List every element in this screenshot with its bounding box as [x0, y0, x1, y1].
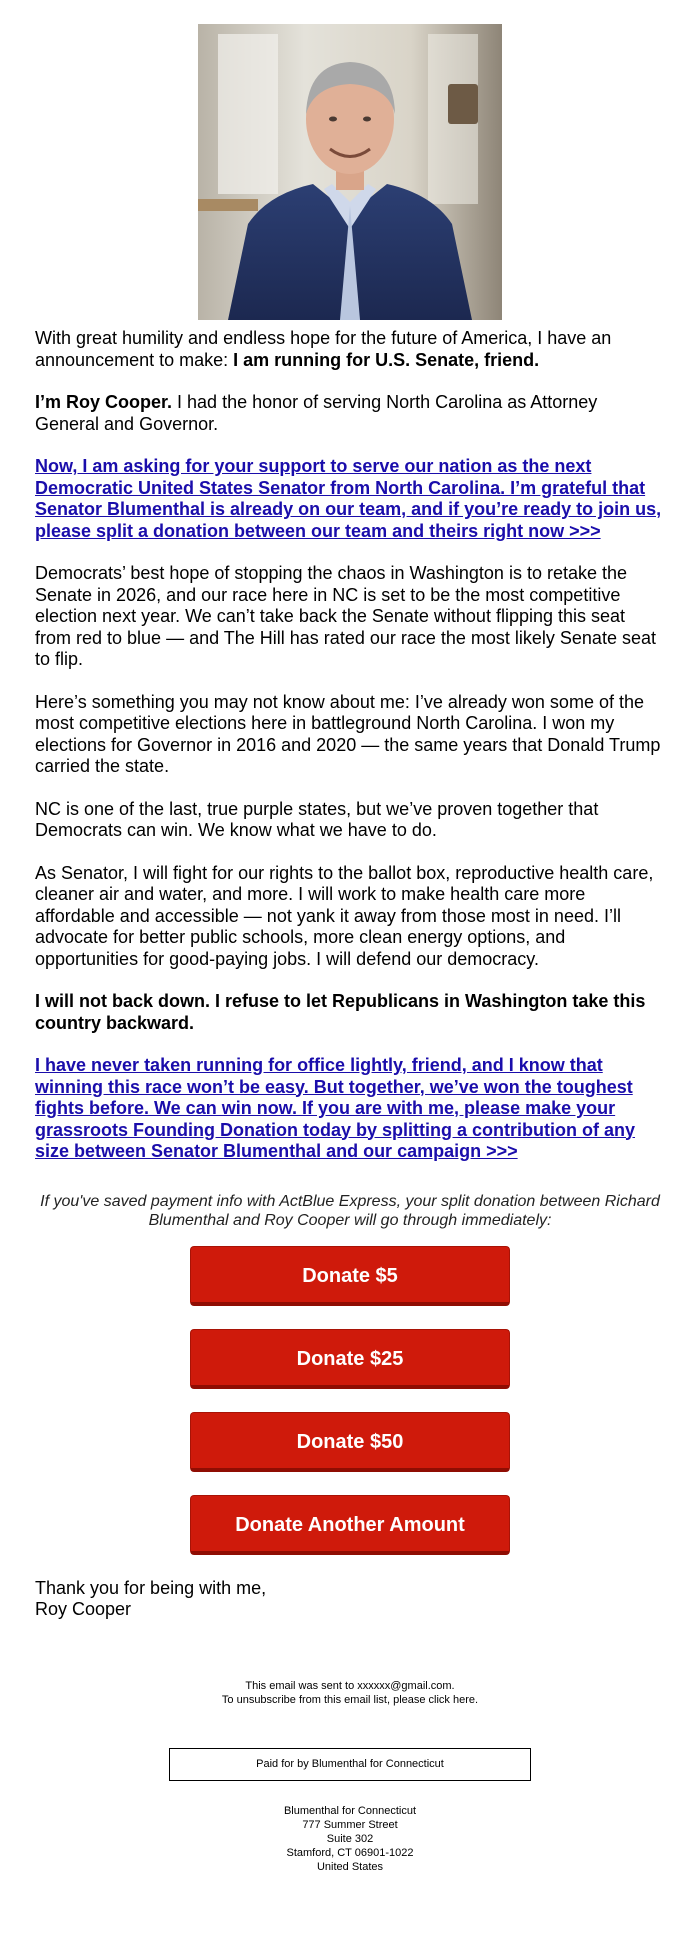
bio-text: I had the honor of serving North Carolina as Attorney General and Governor.: [35, 392, 598, 434]
donate-25-button[interactable]: Donate $25: [190, 1329, 510, 1389]
bio-paragraph: [35, 392, 665, 435]
donate-link-1[interactable]: Now, I am asking for your support to serve our nation as the next Democratic United States Senator from North Carolina. I’m grateful that Senator Blumenthal is already on our team, and if you’re ready to join us, please split a donation between our team and theirs right now >>>: [35, 456, 662, 541]
intro-text: With great humility and endless hope for the future of America, I have an announcement to make:: [35, 328, 612, 370]
back-down-paragraph: I will not back down. I refuse to let Republicans in Washington take this country backward.: [35, 991, 646, 1033]
signature: Roy Cooper: [35, 1599, 132, 1619]
address-suite: Suite 302: [326, 1832, 374, 1845]
address-org: Blumenthal for Connecticut: [283, 1804, 417, 1817]
address-street: 777 Summer Street: [302, 1818, 398, 1831]
donate-5-button[interactable]: Donate $5: [190, 1246, 510, 1306]
address-country: United States: [316, 1860, 384, 1873]
bio-name: I’m Roy Cooper.: [35, 392, 173, 412]
intro-paragraph: [35, 328, 665, 371]
closing-line: Thank you for being with me,: [35, 1577, 267, 1598]
democrats-paragraph: Democrats’ best hope of stopping the chaos in Washington is to retake the Senate in 2026, and our race here in NC is set to be the most competitive election next year. We can’t take back the Senate without flipping this seat from red to blue — and The Hill has rated our race the most likely Senate seat to flip.: [35, 563, 656, 669]
intro-announcement: I am running for U.S. Senate, friend.: [233, 349, 540, 370]
email-footer: [0, 1679, 700, 1707]
signoff: [35, 1578, 665, 1621]
address-city: Stamford, CT 06901-1022: [286, 1846, 414, 1859]
email-body: [0, 24, 700, 1874]
donate-link-paragraph-1: [35, 456, 665, 542]
paid-for-box: Paid for by Blumenthal for Connecticut: [169, 1748, 531, 1781]
mailing-address: [0, 1804, 700, 1874]
record-paragraph: Here’s something you may not know about me: I’ve already won some of the most competitive elections here in battleground North Carolina. I won my elections for Governor in 2016 and 2020 — the same years that Donald Trump carried the state.: [35, 691, 661, 776]
purple-state-paragraph: NC is one of the last, true purple states, but we’ve proven together that Democrats can win. We know what we have to do.: [35, 798, 599, 840]
donate-other-amount-button[interactable]: Donate Another Amount: [190, 1495, 510, 1555]
donate-link-paragraph-2: [35, 1055, 665, 1163]
donate-50-button[interactable]: Donate $50: [190, 1412, 510, 1472]
donation-buttons: [35, 1246, 665, 1555]
sent-to-notice: This email was sent to xxxxxx@gmail.com.: [245, 1679, 455, 1692]
donate-link-2[interactable]: I have never taken running for office lightly, friend, and I know that winning this race won’t be easy. But together, we’ve won the toughest fights before. We can win now. If you are with me, please make your grassroots Founding Donation today by splitting a contribution of any size between Senator Blumenthal and our campaign >>>: [35, 1055, 635, 1161]
candidate-photo: [198, 24, 502, 320]
unsubscribe-link[interactable]: To unsubscribe from this email list, please click here.: [221, 1693, 479, 1706]
actblue-express-note: If you've saved payment info with ActBlue Express, your split donation between Richard Blumenthal and Roy Cooper will go through immediately:: [40, 1192, 660, 1229]
senator-goals-paragraph: As Senator, I will fight for our rights to the ballot box, reproductive health care, cleaner air and water, and more. I will work to make health care more affordable and accessible — not yank it away from those most in need. I’ll advocate for better public schools, more clean energy options, and opportunities for good-paying jobs. I will defend our democracy.: [35, 862, 654, 969]
